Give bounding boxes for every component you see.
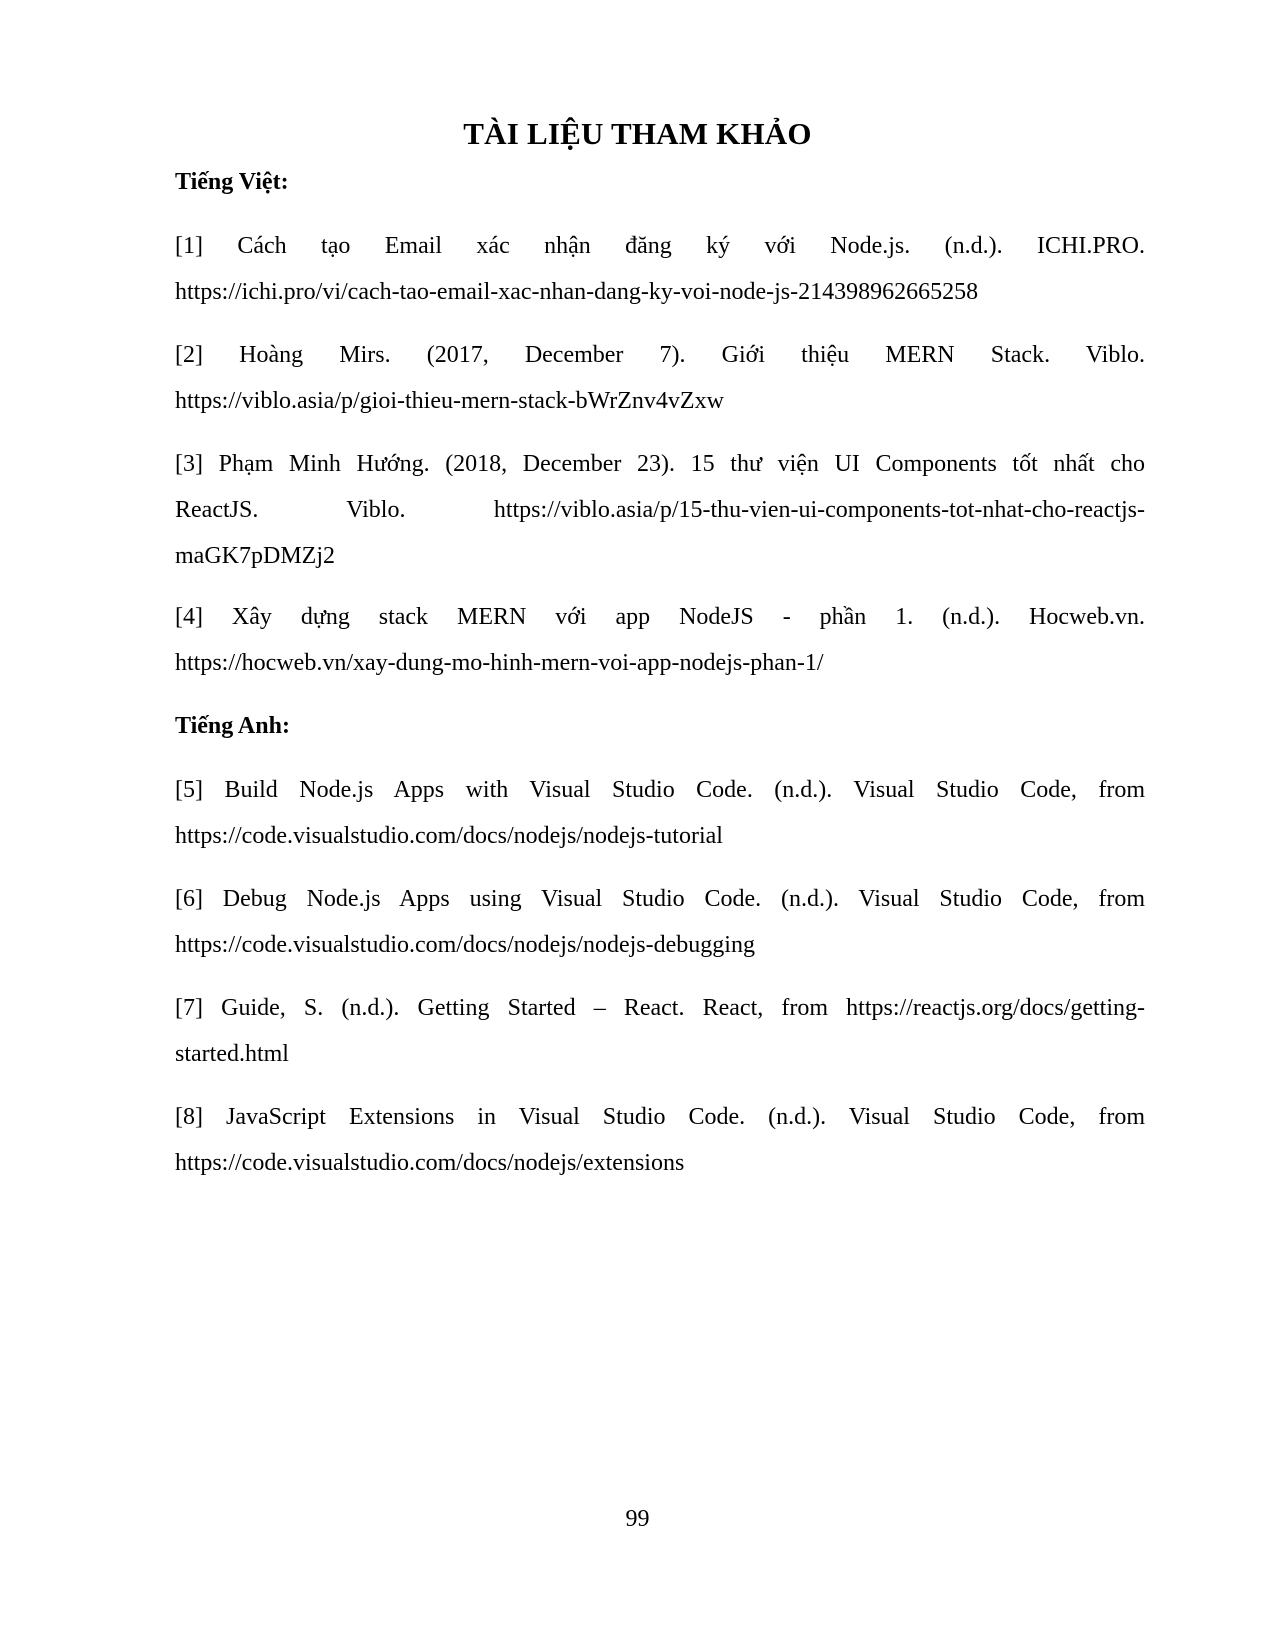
reference-3-line-3: maGK7pDMZj2 (175, 543, 335, 569)
reference-item-8 (175, 1094, 1145, 1186)
reference-3-line-1: [3] Phạm Minh Hướng. (2018, December 23). 15 thư viện UI Components tốt nhất cho (175, 451, 1145, 477)
reference-1-line-1: [1] Cách tạo Email xác nhận đăng ký với Node.js. (n.d.). ICHI.PRO. (175, 233, 1145, 259)
reference-8-line-1: [8] JavaScript Extensions in Visual Studio Code. (n.d.). Visual Studio Code, from (175, 1104, 1145, 1130)
reference-item-7 (175, 985, 1145, 1077)
reference-2-line-2: https://viblo.asia/p/gioi-thieu-mern-stack-bWrZnv4vZxw (175, 388, 724, 414)
reference-item-5 (175, 767, 1145, 859)
reference-6-line-1: [6] Debug Node.js Apps using Visual Studio Code. (n.d.). Visual Studio Code, from (175, 886, 1145, 912)
page-title: TÀI LIỆU THAM KHẢO (463, 116, 812, 151)
reference-8-line-2: https://code.visualstudio.com/docs/nodejs/extensions (175, 1150, 685, 1176)
reference-5-line-2: https://code.visualstudio.com/docs/nodejs/nodejs-tutorial (175, 823, 723, 849)
reference-7-line-1: [7] Guide, S. (n.d.). Getting Started – React. React, from https://reactjs.org/docs/getting- (175, 995, 1145, 1021)
section-heading-vietnamese: Tiếng Việt: (175, 169, 289, 195)
section-heading-english: Tiếng Anh: (175, 713, 290, 739)
reference-item-2 (175, 332, 1145, 424)
reference-item-6 (175, 876, 1145, 968)
reference-4-line-1: [4] Xây dựng stack MERN với app NodeJS - phần 1. (n.d.). Hocweb.vn. (175, 604, 1145, 630)
reference-2-line-1: [2] Hoàng Mirs. (2017, December 7). Giới thiệu MERN Stack. Viblo. (175, 342, 1145, 368)
reference-5-line-1: [5] Build Node.js Apps with Visual Studio Code. (n.d.). Visual Studio Code, from (175, 777, 1145, 803)
reference-item-1 (175, 223, 1145, 315)
page-number: 99 (625, 1506, 650, 1532)
reference-4-line-2: https://hocweb.vn/xay-dung-mo-hinh-mern-voi-app-nodejs-phan-1/ (175, 650, 824, 676)
reference-7-line-2: started.html (175, 1041, 289, 1067)
reference-6-line-2: https://code.visualstudio.com/docs/nodejs/nodejs-debugging (175, 932, 755, 958)
reference-item-4 (175, 594, 1145, 686)
reference-item-3 (175, 441, 1145, 579)
reference-3-line-2: ReactJS. Viblo. https://viblo.asia/p/15-thu-vien-ui-components-tot-nhat-cho-reactjs- (175, 497, 1145, 523)
reference-1-line-2: https://ichi.pro/vi/cach-tao-email-xac-nhan-dang-ky-voi-node-js-214398962665258 (175, 279, 979, 305)
